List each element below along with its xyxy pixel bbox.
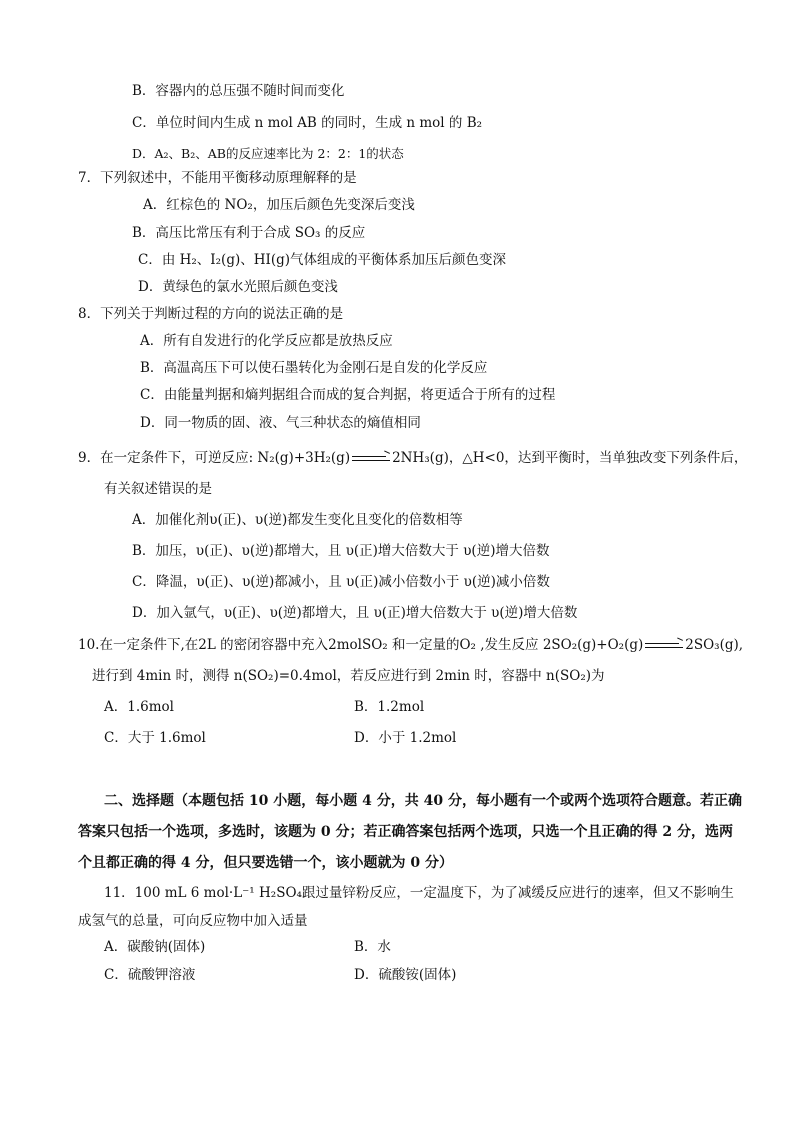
q10-stem-part1: 10.在一定条件下,在2L 的密闭容器中充入2molSO₂ 和一定量的O₂ ,发生反应 2SO₂(g)+O₂(g) — [78, 637, 644, 653]
q10-option-b: B．1.2mol — [354, 699, 425, 715]
q10-stem-line2: 进行到 4min 时，测得 n(SO₂)=0.4mol，若反应进行到 2min 时，容器中 n(SO₂)为 — [92, 668, 605, 684]
q6-option-d: D．A₂、B₂、AB的反应速率比为 2：2：1的状态 — [132, 146, 404, 161]
q9-option-d: D．加入氩气，υ(正)、υ(逆)都增大，且 υ(正)增大倍数大于 υ(逆)增大倍数 — [132, 605, 578, 621]
section-2-heading: 二、选择题（本题包括 10 小题，每小题 4 分，共 40 分，每小题有一个或两个选项符合题意。若正确 — [104, 793, 742, 809]
q10-option-a: A．1.6mol — [104, 699, 174, 715]
q9-stem-part1: 9．在一定条件下，可逆反应: N₂(g)+3H₂(g) — [78, 450, 351, 466]
q11-option-d: D．硫酸铵(固体) — [354, 967, 457, 983]
q11-option-a: A．碳酸钠(固体) — [104, 939, 206, 955]
reversible-arrow-icon — [352, 454, 390, 464]
q9-stem-part2: 2NH₃(g)，△H<0，达到平衡时，当单独改变下列条件后， — [392, 450, 748, 466]
q11-option-b: B．水 — [354, 939, 391, 955]
q7-stem: 7．下列叙述中，不能用平衡移动原理解释的是 — [78, 170, 357, 186]
q11-option-c: C．硫酸钾溶液 — [104, 967, 196, 983]
q8-stem: 8．下列关于判断过程的方向的说法正确的是 — [78, 306, 344, 322]
q9-stem — [78, 449, 747, 467]
q11-stem: 11．100 mL 6 mol·L⁻¹ H₂SO₄跟过量锌粉反应，一定温度下，为了减缓反应进行的速率，但又不影响生 — [104, 885, 734, 901]
q6-option-b: B．容器内的总压强不随时间而变化 — [132, 83, 345, 99]
q9-option-a: A．加催化剂υ(正)、υ(逆)都发生变化且变化的倍数相等 — [132, 512, 463, 528]
q11-stem-line2: 成氢气的总量，可向反应物中加入适量 — [78, 913, 308, 929]
q7-option-a: A．红棕色的 NO₂，加压后颜色先变深后变浅 — [143, 197, 415, 213]
q8-option-d: D．同一物质的固、液、气三种状态的熵值相同 — [140, 415, 421, 431]
q10-option-c: C．大于 1.6mol — [104, 730, 206, 746]
reversible-arrow-icon — [645, 641, 683, 651]
q10-stem-part2: 2SO₃(g), — [685, 637, 744, 653]
q9-stem-line2: 有关叙述错误的是 — [104, 481, 212, 497]
q8-option-a: A．所有自发进行的化学反应都是放热反应 — [140, 333, 393, 349]
q8-option-b: B．高温高压下可以使石墨转化为金刚石是自发的化学反应 — [140, 360, 488, 376]
q10-stem — [78, 636, 743, 654]
q7-option-d: D．黄绿色的氯水光照后颜色变浅 — [138, 279, 338, 295]
q9-option-b: B．加压，υ(正)、υ(逆)都增大，且 υ(正)增大倍数大于 υ(逆)增大倍数 — [132, 543, 550, 559]
q6-option-c: C．单位时间内生成 n mol AB 的同时，生成 n mol 的 B₂ — [132, 115, 483, 131]
q7-option-c: C．由 H₂、I₂(g)、HI(g)气体组成的平衡体系加压后颜色变深 — [138, 252, 507, 268]
q9-option-c: C．降温，υ(正)、υ(逆)都减小，且 υ(正)减小倍数小于 υ(逆)减小倍数 — [132, 574, 550, 590]
q8-option-c: C．由能量判据和熵判据组合而成的复合判据，将更适合于所有的过程 — [140, 387, 556, 403]
section-2-instructions-line3: 个且都正确的得 4 分，但只要选错一个，该小题就为 0 分） — [78, 855, 453, 871]
q7-option-b: B．高压比常压有利于合成 SO₃ 的反应 — [132, 225, 366, 241]
q10-option-d: D．小于 1.2mol — [354, 730, 457, 746]
section-2-instructions-line2: 答案只包括一个选项，多选时，该题为 0 分；若正确答案包括两个选项，只选一个且正确的得 2 分，选两 — [78, 824, 733, 840]
